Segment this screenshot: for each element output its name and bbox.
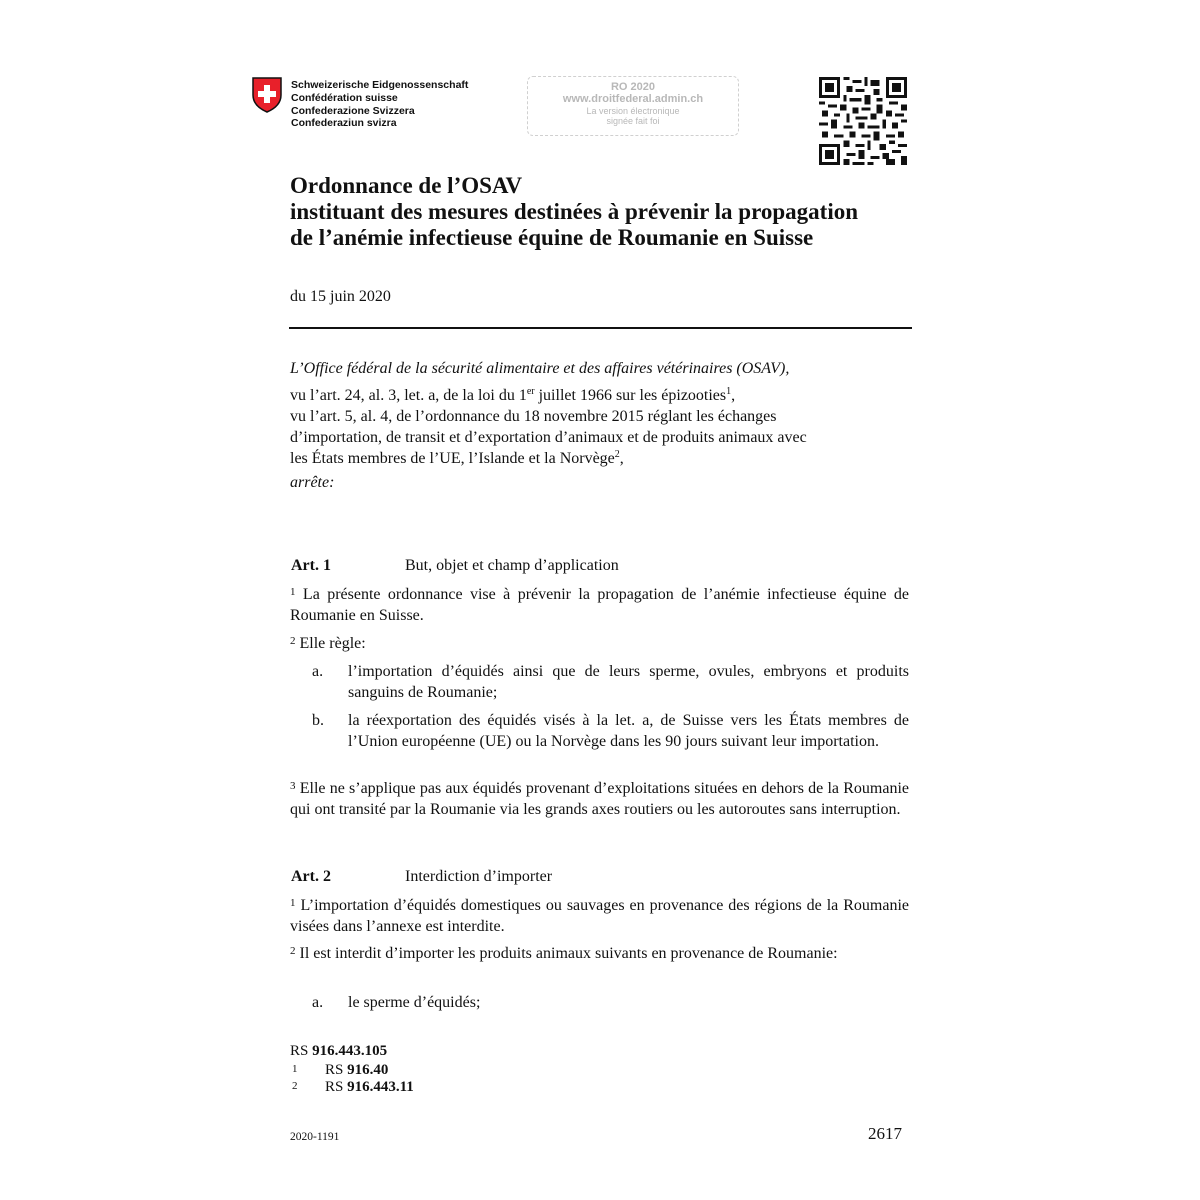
confederation-de: Schweizerische Eidgenossenschaft [291,79,469,91]
article-2-item-a-text: le sperme d’équidés; [348,994,481,1011]
article-1-paragraph-1: $^1$ La présente ordonnance vise à prévenir la propagation de l’anémie infectieuse équine de Roumanie en Suisse. [290,586,910,624]
footnote-2-text: RS 916.443.11 [325,1079,414,1095]
footnote-1-number: 1 [292,1063,298,1075]
article-1-title: But, objet et champ d’application [405,557,619,574]
article-1-paragraph-3: $^3$ Elle ne s’applique pas aux équidés provenant d’exploitations situées en dehors de la Roumanie qui ont transité par la Roumanie via les grands axes routiers ou les autoroutes sans interruption. [290,780,910,818]
article-1-item-a-letter: a. [312,663,324,680]
stamp-note-2: signée fait foi [606,116,660,126]
page-number: 2617 [868,1124,902,1143]
preamble-line-2: vu l’art. 5, al. 4, de l’ordonnance du 18 novembre 2015 réglant les échanges [290,408,777,425]
ordinance-date: du 15 juin 2020 [290,288,391,305]
article-2-paragraph-2: $^2$ Il est interdit d’importer les produits animaux suivants en provenance de Roumanie: [290,945,838,962]
ordinance-title [290,173,930,251]
article-2-number: Art. 2 [291,868,331,885]
article-2-item-a-letter: a. [312,994,324,1011]
footnote-2-number: 2 [292,1080,298,1092]
document-number: 2020-1191 [290,1131,340,1143]
preamble-line-3: d’importation, de transit et d’exportation d’animaux et de produits animaux avec [290,429,807,446]
confederation-rm: Confederaziun svizra [291,117,397,130]
article-1-item-b-text: la réexportation des équidés visés à la let. a, de Suisse vers les États membres de l’Union européenne (UE) ou la Norvège dans les 90 jours suivant leur importation. [348,712,909,750]
article-1-number: Art. 1 [291,557,331,574]
qr-code-icon [819,77,907,165]
confederation-fr: Confédération suisse [291,91,398,104]
stamp-ro: RO 2020 [610,81,656,93]
preamble-legal-basis [290,385,915,469]
footnote-1-text: RS 916.40 [325,1062,389,1078]
title-line-3: de l’anémie infectieuse équine de Roumanie en Suisse [290,225,814,250]
article-2-paragraph-1: $^1$ L’importation d’équidés domestiques ou sauvages en provenance des régions de la Roumanie visées dans l’annexe est interdite. [290,897,910,935]
title-line-1: Ordonnance de l’OSAV [290,173,523,198]
rs-reference: RS 916.443.105 [290,1043,388,1059]
preamble-line-4: les États membres de l’UE, l’Islande et la Norvège$^2$, [290,449,624,467]
footnote-ref-1[interactable]: 1 [726,386,732,397]
confederation-names [291,79,468,130]
article-1-paragraph-2: $^2$ Elle règle: [290,635,366,652]
title-line-2: instituant des mesures destinées à prévenir la propagation [290,199,859,224]
title-divider [289,327,912,329]
preamble-authority: L’Office fédéral de la sécurité alimentaire et des affaires vétérinaires (OSAV), [290,360,790,377]
footnote-ref-2[interactable]: 2 [614,449,620,460]
stamp-url: www.droitfederal.admin.ch [562,93,704,105]
swiss-coat-of-arms-icon [252,77,282,113]
article-1-item-b-letter: b. [312,712,324,729]
article-2-title: Interdiction d’importer [405,868,553,885]
preamble-line-1: vu l’art. 24, al. 3, let. a, de la loi du 1er juillet 1966 sur les épizooties$^1$, [290,386,736,404]
stamp-note-1: La version électronique [586,106,680,116]
confederation-it: Confederazione Svizzera [291,104,415,117]
preamble-decree: arrête: [290,474,335,491]
electronic-signature-stamp [527,76,739,136]
article-1-item-a-text: l’importation d’équidés ainsi que de leurs sperme, ovules, embryons et produits sanguins de Roumanie; [348,663,909,701]
